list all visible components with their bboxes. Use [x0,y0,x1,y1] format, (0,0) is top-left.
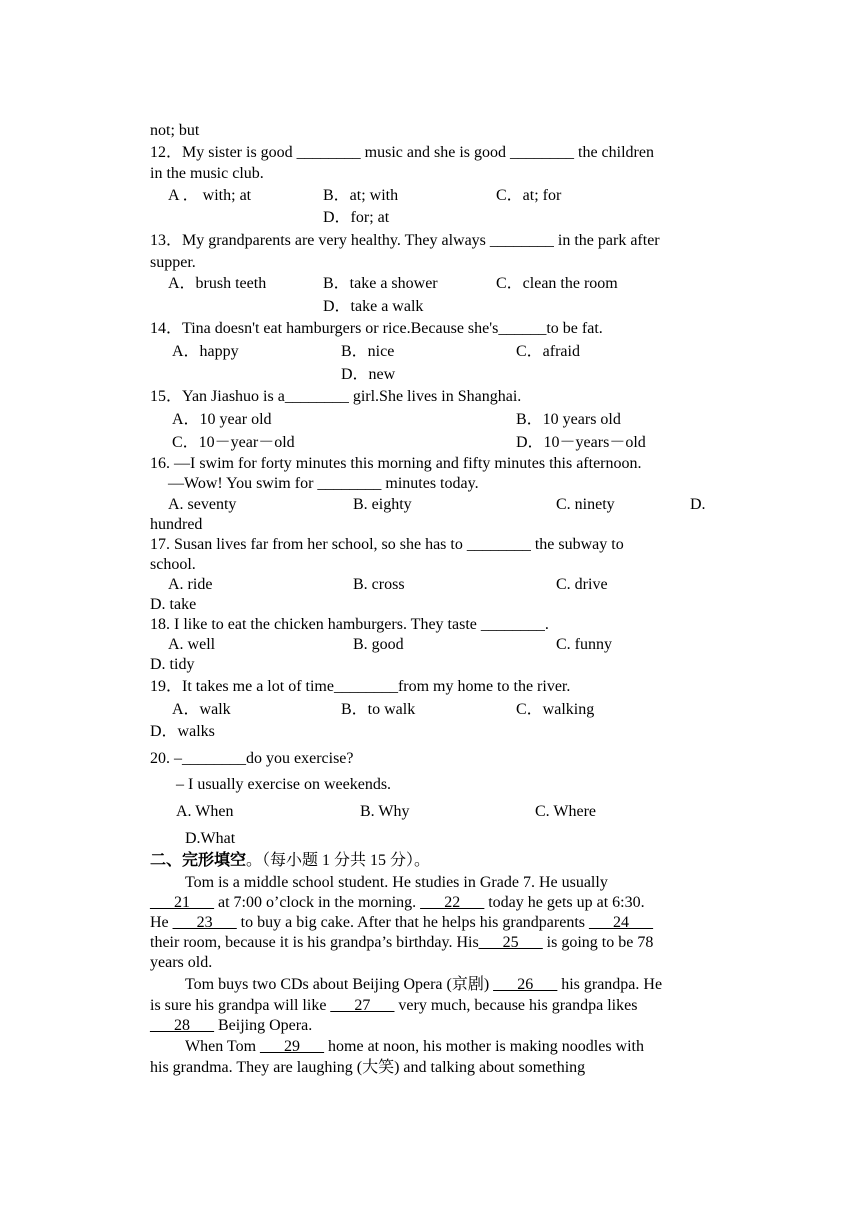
q17-option-d: D. take [150,596,197,613]
passage-line [185,1037,644,1057]
passage-text: is going to be 78 [542,934,654,951]
question-17-cont: school. [150,556,196,573]
q14-option-c: C．afraid [516,343,580,360]
q20-option-b: B. Why [360,803,410,820]
passage-text: home at noon, his mother is making noodles with [324,1038,644,1055]
question-19: 19．It takes me a lot of time________from my home to the river. [150,678,571,695]
q15-option-a: A．10 year old [172,411,272,428]
q14-option-a: A．happy [172,343,239,360]
q14-option-b: B．nice [341,343,395,360]
blank-25: ___25___ [478,934,543,951]
passage-text: to buy a big cake. After that he helps his grandparents [236,914,589,931]
passage-line [185,975,662,995]
text-line: not; but [150,122,200,139]
q19-option-a: A．walk [172,701,231,718]
q17-option-a: A. ride [168,576,213,593]
q12-option-d: D．for; at [323,209,390,226]
passage-text: their room, because it is his grandpa’s birthday. His [150,934,479,951]
passage-text: Beijing Opera. [214,1017,313,1034]
question-12: 12．My sister is good ________ music and she is good ________ the children [150,144,654,161]
passage-line [150,996,637,1016]
passage-line [150,913,653,933]
passage-line: his grandma. They are laughing (大笑) and talking about something [150,1059,586,1076]
blank-28: ___28___ [150,1017,214,1034]
q12-option-b: B．at; with [323,187,399,204]
passage-line: Tom is a middle school student. He studies in Grade 7. He usually [185,874,608,891]
q13-option-a: A．brush teeth [168,275,267,292]
question-17: 17. Susan lives far from her school, so she has to ________ the subway to [150,536,624,553]
passage-text: When Tom [185,1038,261,1055]
question-12-cont: in the music club. [150,165,264,182]
q17-option-c: C. drive [556,576,608,593]
passage-line [150,1016,312,1036]
blank-27: ___27___ [330,997,395,1014]
q18-option-d: D. tidy [150,656,195,673]
passage-text: He [150,914,173,931]
section-title: 二、完形填空 [150,852,247,869]
q16-option-c: C. ninety [556,496,615,513]
blank-24: ___24___ [589,914,653,931]
passage-line [150,893,645,913]
question-18: 18. I like to eat the chicken hamburgers. They taste ________. [150,616,549,633]
q13-option-c: C．clean the room [496,275,618,292]
blank-22: ___22___ [420,894,485,911]
question-14: 14．Tina doesn't eat hamburgers or rice.Because she's______to be fat. [150,320,603,337]
section-note: 。（每小题 1 分共 15 分）。 [246,852,431,869]
q20-option-a: A. When [176,803,234,820]
q13-option-b: B．take a shower [323,275,438,292]
passage-text: is sure his grandpa will like [150,997,331,1014]
question-20: 20. –________do you exercise? [150,750,354,767]
passage-text: at 7:00 o’clock in the morning. [214,894,421,911]
passage-text: Tom buys two CDs about Beijing Opera (京剧) [185,976,494,993]
passage-line [150,933,653,953]
q12-option-c: C．at; for [496,187,562,204]
q15-option-c: C．10－year－old [172,434,295,451]
q18-option-b: B. good [353,636,404,653]
blank-29: ___29___ [260,1038,325,1055]
question-20-reply: – I usually exercise on weekends. [176,776,392,793]
passage-text: very much, because his grandpa likes [394,997,638,1014]
q20-option-d: D.What [185,830,236,847]
passage-text: his grandpa. He [557,976,663,993]
passage-line: years old. [150,954,213,971]
blank-21: ___21___ [150,894,214,911]
q13-option-d: D．take a walk [323,298,424,315]
question-16: 16. —I swim for forty minutes this morning and fifty minutes this afternoon. [150,455,642,472]
q18-option-a: A. well [168,636,216,653]
q19-option-b: B．to walk [341,701,416,718]
question-15: 15．Yan Jiashuo is a________ girl.She lives in Shanghai. [150,388,522,405]
q20-option-c: C. Where [535,803,597,820]
q12-option-a: A ． with; at [168,187,252,204]
q18-option-c: C. funny [556,636,612,653]
blank-26: ___26___ [493,976,558,993]
q15-option-d: D．10－years－old [516,434,646,451]
question-13: 13．My grandparents are very healthy. They always ________ in the park after [150,232,660,249]
q15-option-b: B．10 years old [516,411,621,428]
question-16-reply: —Wow! You swim for ________ minutes today. [168,475,479,492]
q16-option-d: D. [690,496,706,513]
question-13-cont: supper. [150,254,196,271]
q14-option-d: D．new [341,366,396,383]
q17-option-b: B. cross [353,576,405,593]
q19-option-d: D．walks [150,723,215,740]
blank-23: ___23___ [172,914,237,931]
section-heading [150,851,430,871]
q16-option-b: B. eighty [353,496,412,513]
q16-option-d-text: hundred [150,516,203,533]
q19-option-c: C．walking [516,701,595,718]
passage-text: today he gets up at 6:30. [484,894,645,911]
q16-option-a: A. seventy [168,496,237,513]
